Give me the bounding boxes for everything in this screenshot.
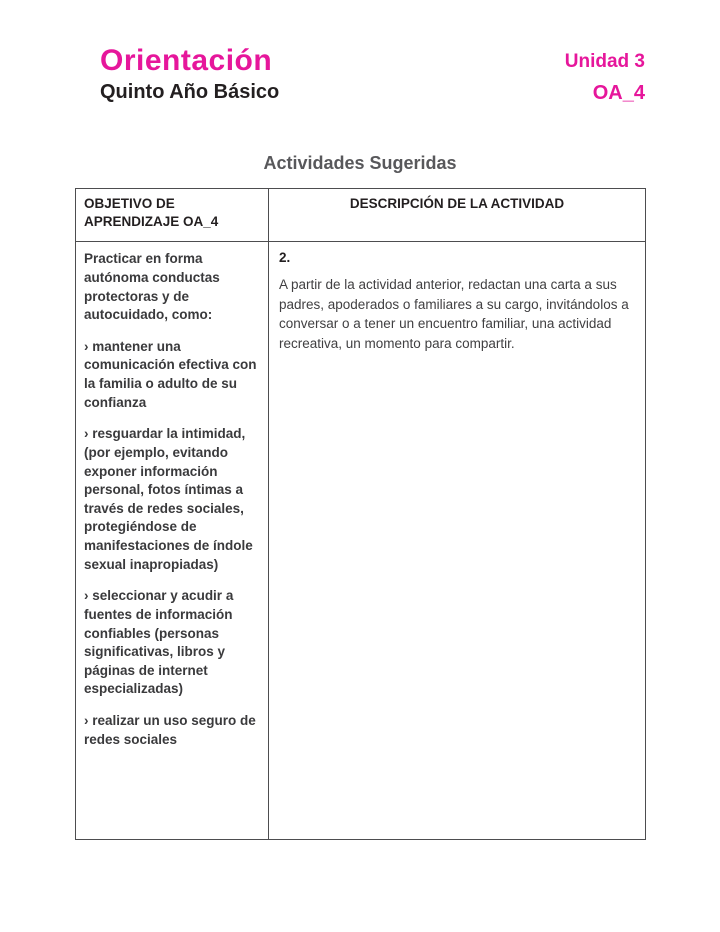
activity-description: A partir de la actividad anterior, redactan una carta a sus padres, apoderados o familiares a su cargo, invitándolos a conversar o a tener un encuentro familiar, una actividad recreativa, un momento para compartir. bbox=[279, 277, 629, 352]
activity-description-cell bbox=[269, 242, 646, 840]
subject-title: Orientación bbox=[100, 44, 273, 77]
objective-bullet: › realizar un uso seguro de redes sociales bbox=[84, 713, 256, 747]
table-body-row bbox=[76, 242, 646, 840]
unit-label: Unidad 3 bbox=[564, 51, 645, 72]
header-right-block bbox=[565, 44, 645, 105]
objective-bullet: › seleccionar y acudir a fuentes de información confiables (personas significativas, libros y páginas de internet especializadas) bbox=[84, 588, 234, 697]
grade-subtitle: Quinto Año Básico bbox=[100, 81, 280, 103]
activity-number: 2. bbox=[279, 250, 291, 266]
activities-table bbox=[75, 188, 646, 840]
objective-bullet: › resguardar la intimidad, (por ejemplo, evitando exponer información personal, fotos íntimas a través de redes sociales, protegiéndose de manifestaciones de índole sexual inapropiadas) bbox=[84, 426, 253, 572]
header-left-block bbox=[100, 44, 279, 104]
section-title: Actividades Sugeridas bbox=[263, 152, 457, 173]
description-column-header: DESCRIPCIÓN DE LA ACTIVIDAD bbox=[269, 188, 646, 241]
objective-cell bbox=[76, 242, 269, 840]
objective-column-header: OBJETIVO DE APRENDIZAJE OA_4 bbox=[76, 188, 269, 241]
table-header-row bbox=[76, 188, 646, 241]
objective-intro: Practicar en forma autónoma conductas protectoras y de autocuidado, como: bbox=[84, 251, 220, 323]
oa-label: OA_4 bbox=[592, 81, 645, 104]
document-header bbox=[0, 0, 720, 105]
objective-bullet: › mantener una comunicación efectiva con la familia o adulto de su confianza bbox=[84, 338, 257, 410]
